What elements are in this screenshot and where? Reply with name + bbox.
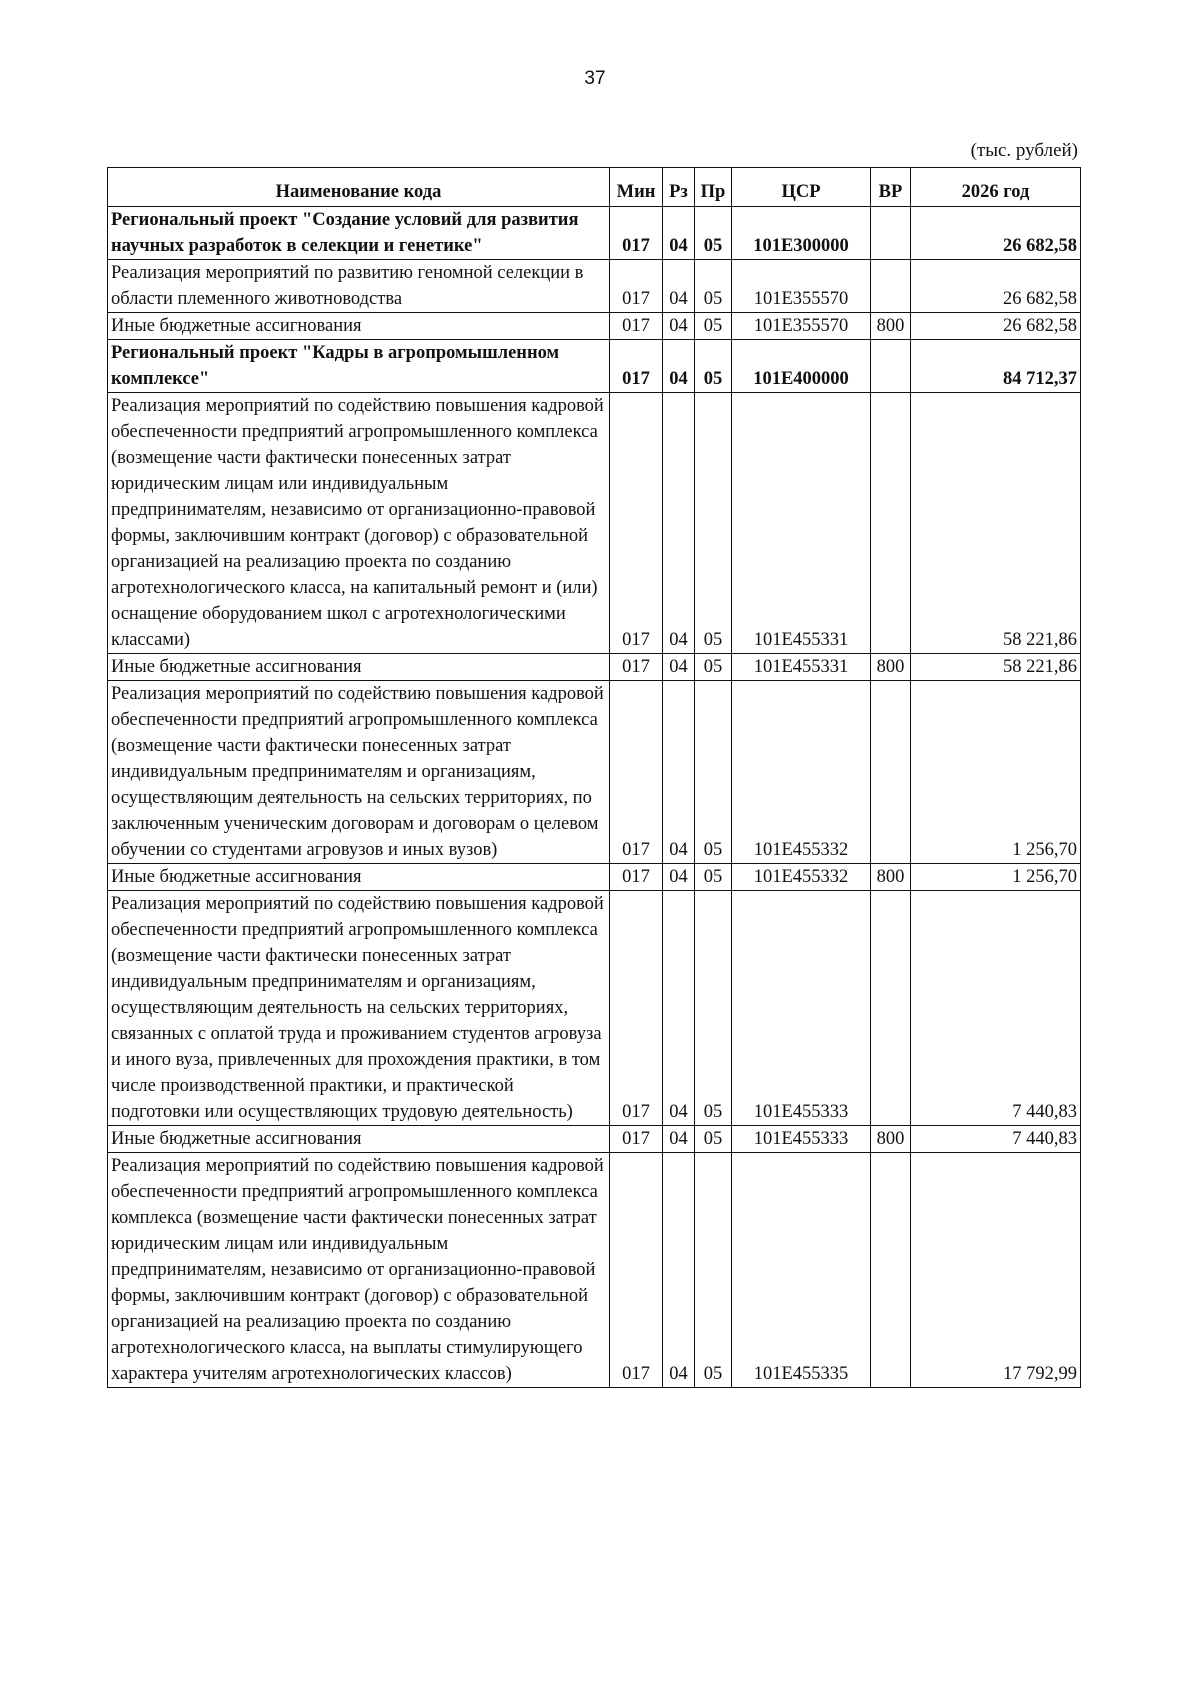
- cell-min: 017: [610, 654, 663, 681]
- cell-rz: 04: [663, 207, 695, 260]
- cell-rz: 04: [663, 1126, 695, 1153]
- cell-vr: [871, 891, 911, 1126]
- header-name: Наименование кода: [108, 168, 610, 207]
- cell-name: Региональный проект "Кадры в агропромышленном комплексе": [108, 340, 610, 393]
- cell-vr: [871, 340, 911, 393]
- page-number: 37: [584, 68, 606, 89]
- cell-min: 017: [610, 1126, 663, 1153]
- table-row: [108, 340, 1081, 393]
- table-row: [108, 207, 1081, 260]
- table-row: [108, 393, 1081, 654]
- cell-sum: 58 221,86: [911, 393, 1081, 654]
- cell-pr: 05: [695, 313, 732, 340]
- cell-min: 017: [610, 681, 663, 864]
- cell-sum: 17 792,99: [911, 1153, 1081, 1388]
- cell-min: 017: [610, 1153, 663, 1388]
- cell-csr: 101Е400000: [732, 340, 871, 393]
- cell-csr: 101Е455335: [732, 1153, 871, 1388]
- cell-min: 017: [610, 393, 663, 654]
- cell-rz: 04: [663, 393, 695, 654]
- cell-sum: 26 682,58: [911, 207, 1081, 260]
- table-header-row: [108, 168, 1081, 207]
- cell-sum: 7 440,83: [911, 891, 1081, 1126]
- table-row: [108, 313, 1081, 340]
- cell-min: 017: [610, 340, 663, 393]
- table-row: [108, 864, 1081, 891]
- cell-name: Реализация мероприятий по содействию повышения кадровой обеспеченности предприятий агропромышленного комплекса (возмещение части фактически понесенных затрат индивидуальным предпринимателям и организациям, осуществляющим деятельность на сельских территориях, связанных с оплатой труда и проживанием студентов агровуза и иного вуза, привлеченных для прохождения практики, в том числе производственной практики, и практической подготовки или осуществляющих трудовую деятельность): [108, 891, 610, 1126]
- cell-sum: 7 440,83: [911, 1126, 1081, 1153]
- cell-csr: 101Е455332: [732, 681, 871, 864]
- cell-rz: 04: [663, 864, 695, 891]
- cell-name: Реализация мероприятий по содействию повышения кадровой обеспеченности предприятий агропромышленного комплекса (возмещение части фактически понесенных затрат индивидуальным предпринимателям и организациям, осуществляющим деятельность на сельских территориях, по заключенным ученическим договорам и договорам о целевом обучении со студентами агровузов и иных вузов): [108, 681, 610, 864]
- header-min: Мин: [610, 168, 663, 207]
- cell-sum: 1 256,70: [911, 864, 1081, 891]
- table-row: [108, 891, 1081, 1126]
- cell-csr: 101Е455333: [732, 1126, 871, 1153]
- cell-name: Реализация мероприятий по содействию повышения кадровой обеспеченности предприятий агропромышленного комплекса (возмещение части фактически понесенных затрат юридическим лицам или индивидуальным предпринимателям, независимо от организационно-правовой формы, заключившим контракт (договор) с образовательной организацией на реализацию проекта по созданию агротехнологического класса, на капитальный ремонт и (или) оснащение оборудованием школ с агротехнологическими классами): [108, 393, 610, 654]
- header-year: 2026 год: [911, 168, 1081, 207]
- units-note: (тыс. рублей): [970, 140, 1078, 161]
- cell-vr: 800: [871, 1126, 911, 1153]
- cell-rz: 04: [663, 340, 695, 393]
- cell-rz: 04: [663, 654, 695, 681]
- cell-name: Иные бюджетные ассигнования: [108, 1126, 610, 1153]
- cell-sum: 1 256,70: [911, 681, 1081, 864]
- cell-min: 017: [610, 313, 663, 340]
- cell-vr: [871, 207, 911, 260]
- cell-min: 017: [610, 864, 663, 891]
- cell-pr: 05: [695, 393, 732, 654]
- cell-pr: 05: [695, 340, 732, 393]
- cell-rz: 04: [663, 1153, 695, 1388]
- header-vr: ВР: [871, 168, 911, 207]
- cell-vr: [871, 681, 911, 864]
- cell-vr: 800: [871, 654, 911, 681]
- cell-name: Реализация мероприятий по развитию геномной селекции в области племенного животноводства: [108, 260, 610, 313]
- cell-pr: 05: [695, 207, 732, 260]
- cell-vr: [871, 260, 911, 313]
- table-row: [108, 260, 1081, 313]
- cell-vr: [871, 393, 911, 654]
- cell-vr: 800: [871, 313, 911, 340]
- table-row: [108, 1153, 1081, 1388]
- table-row: [108, 1126, 1081, 1153]
- cell-pr: 05: [695, 260, 732, 313]
- cell-pr: 05: [695, 681, 732, 864]
- table-body: [108, 207, 1081, 1388]
- table-row: [108, 681, 1081, 864]
- cell-csr: 101Е455331: [732, 654, 871, 681]
- cell-pr: 05: [695, 1153, 732, 1388]
- table-row: [108, 654, 1081, 681]
- cell-csr: 101Е355570: [732, 260, 871, 313]
- cell-vr: 800: [871, 864, 911, 891]
- cell-name: Региональный проект "Создание условий для развития научных разработок в селекции и генетике": [108, 207, 610, 260]
- cell-min: 017: [610, 260, 663, 313]
- header-rz: Рз: [663, 168, 695, 207]
- cell-pr: 05: [695, 1126, 732, 1153]
- cell-csr: 101Е355570: [732, 313, 871, 340]
- cell-sum: 84 712,37: [911, 340, 1081, 393]
- header-pr: Пр: [695, 168, 732, 207]
- cell-rz: 04: [663, 681, 695, 864]
- budget-table: [107, 167, 1081, 1388]
- cell-csr: 101Е455332: [732, 864, 871, 891]
- cell-vr: [871, 1153, 911, 1388]
- cell-name: Иные бюджетные ассигнования: [108, 654, 610, 681]
- cell-csr: 101Е300000: [732, 207, 871, 260]
- cell-min: 017: [610, 207, 663, 260]
- cell-pr: 05: [695, 654, 732, 681]
- cell-csr: 101Е455333: [732, 891, 871, 1126]
- cell-csr: 101Е455331: [732, 393, 871, 654]
- cell-pr: 05: [695, 864, 732, 891]
- cell-name: Иные бюджетные ассигнования: [108, 313, 610, 340]
- cell-sum: 58 221,86: [911, 654, 1081, 681]
- header-csr: ЦСР: [732, 168, 871, 207]
- cell-rz: 04: [663, 891, 695, 1126]
- cell-sum: 26 682,58: [911, 260, 1081, 313]
- cell-rz: 04: [663, 313, 695, 340]
- cell-name: Иные бюджетные ассигнования: [108, 864, 610, 891]
- cell-rz: 04: [663, 260, 695, 313]
- cell-name: Реализация мероприятий по содействию повышения кадровой обеспеченности предприятий агропромышленного комплекса комплекса (возмещение части фактически понесенных затрат юридическим лицам или индивидуальным предпринимателям, независимо от организационно-правовой формы, заключившим контракт (договор) с образовательной организацией на реализацию проекта по созданию агротехнологического класса, на выплаты стимулирующего характера учителям агротехнологических классов): [108, 1153, 610, 1388]
- cell-min: 017: [610, 891, 663, 1126]
- cell-sum: 26 682,58: [911, 313, 1081, 340]
- cell-pr: 05: [695, 891, 732, 1126]
